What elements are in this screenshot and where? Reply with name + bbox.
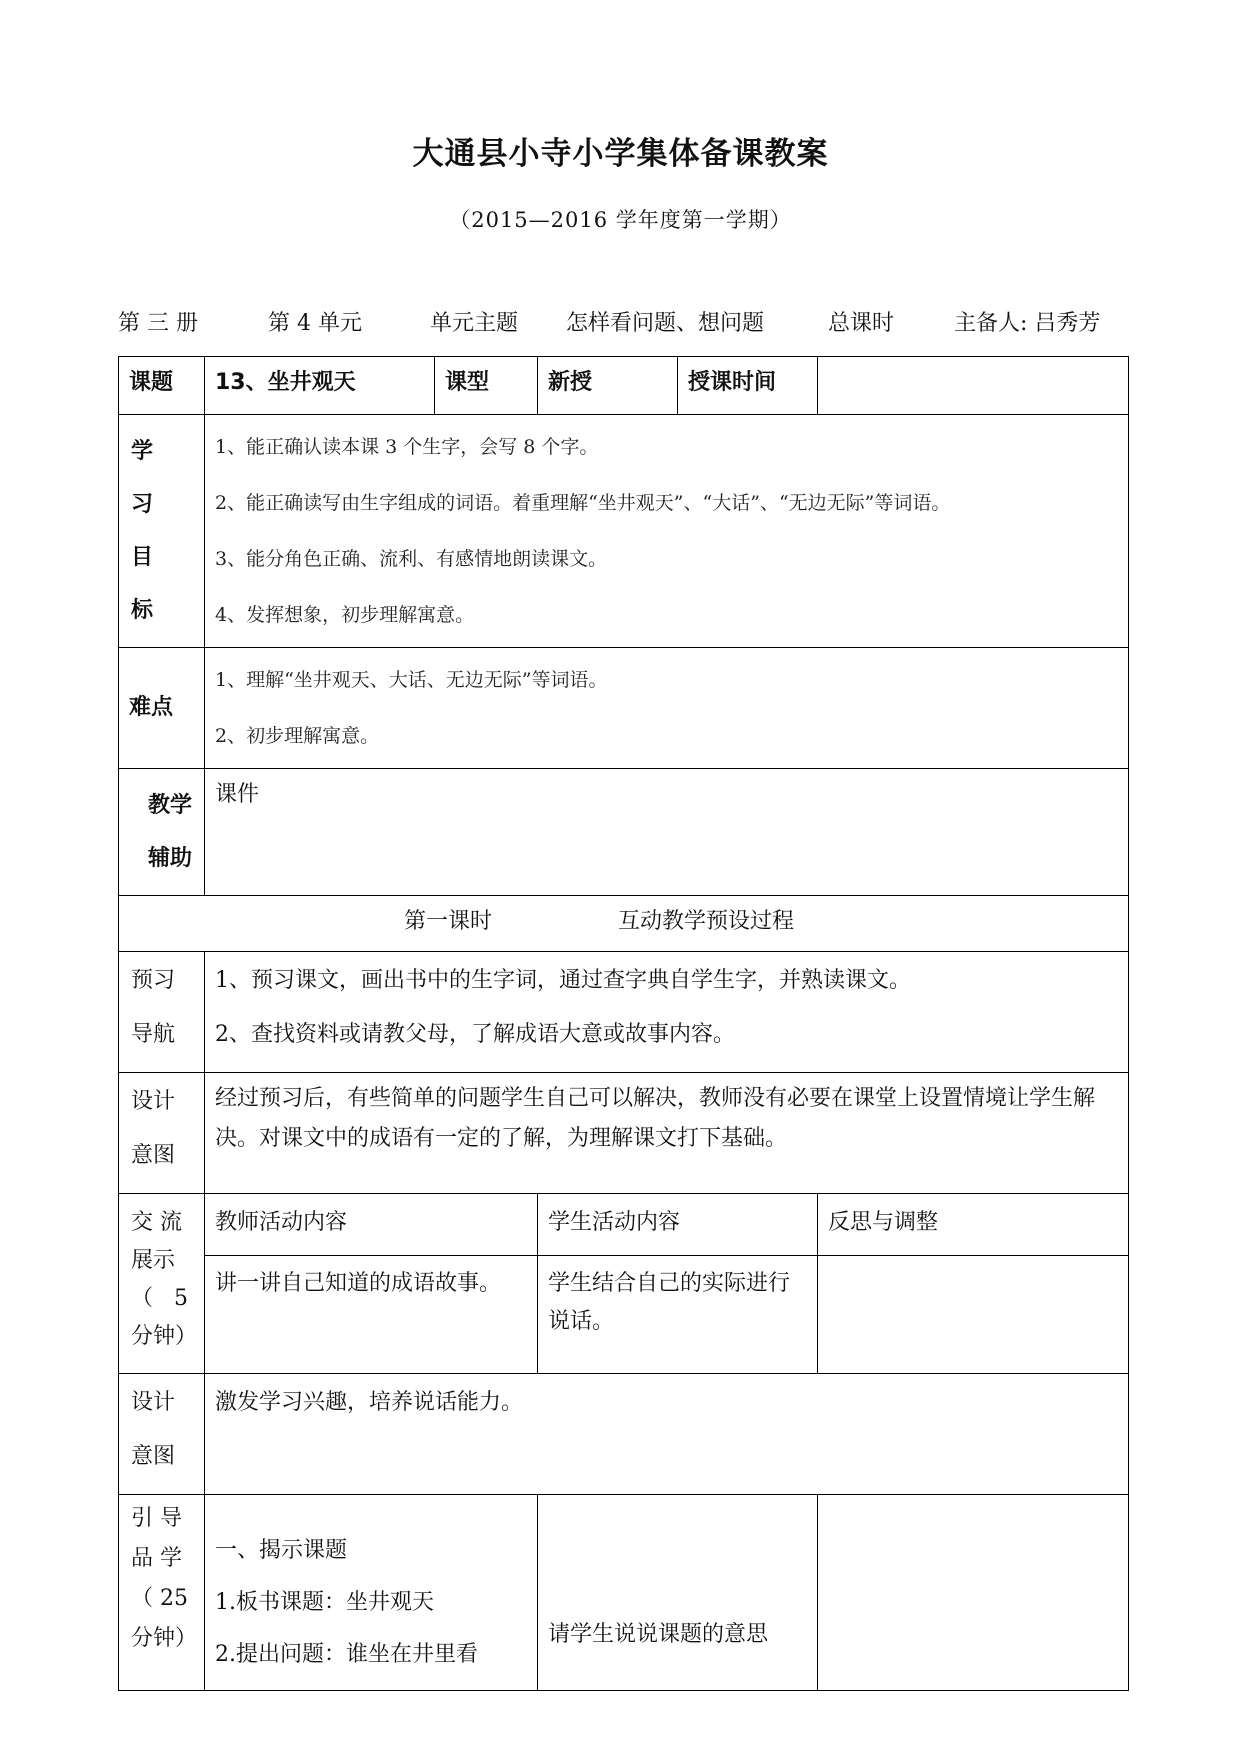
design-intent-label-1: 设计 意图 xyxy=(131,1089,176,1168)
aids-label: 教学 辅助 xyxy=(147,793,192,871)
design-intent-label-2: 设计 意图 xyxy=(131,1390,176,1469)
goal-item: 3、能分角色正确、流利、有感情地朗读课文。 xyxy=(215,548,608,570)
unit-theme-label: 单元主题 xyxy=(430,311,519,336)
book-volume: 第 三 册 xyxy=(118,311,198,336)
lesson-time-value xyxy=(818,357,1128,375)
total-hours-label: 总课时 xyxy=(828,311,895,336)
goal-item: 2、能正确读写由生字组成的词语。着重理解“坐井观天”、“大话”、“无边无际”等词语。 xyxy=(215,492,951,514)
reflection-content xyxy=(818,1256,1128,1274)
section-process: 互动教学预设过程 xyxy=(618,909,795,934)
aids-row xyxy=(119,769,1129,896)
student-activity: 学生结合自己的实际进行说话。 xyxy=(548,1271,791,1334)
reflection-header: 反思与调整 xyxy=(828,1210,939,1235)
lesson-type-value: 新授 xyxy=(548,370,593,395)
goal-item: 1、能正确认读本课 3 个生字，会写 8 个字。 xyxy=(215,436,599,458)
topic-label: 课题 xyxy=(129,370,174,395)
guide-label: 引 导 品 学 （ 25 分钟） xyxy=(131,1506,198,1651)
lesson-type-label: 课型 xyxy=(445,370,490,395)
preview-item: 2、查找资料或请教父母，了解成语大意或故事内容。 xyxy=(215,1022,735,1047)
difficulty-label: 难点 xyxy=(129,695,174,720)
lesson-time-label: 授课时间 xyxy=(688,370,777,395)
teacher-activity-header: 教师活动内容 xyxy=(215,1210,348,1235)
difficulty-item: 2、初步理解寓意。 xyxy=(215,725,380,747)
exchange-content-row xyxy=(119,1256,1129,1374)
lesson-plan-table xyxy=(118,356,1129,1691)
topic-row xyxy=(119,357,1129,415)
design-intent-row-1 xyxy=(119,1073,1129,1194)
goals-list xyxy=(205,415,1128,647)
preview-row xyxy=(119,952,1129,1073)
section-row xyxy=(119,896,1129,952)
guide-teacher-activity: 一、揭示课题 1.板书课题：坐井观天 2.提出问题：谁坐在井里看 xyxy=(215,1538,478,1667)
goal-item: 4、发挥想象，初步理解寓意。 xyxy=(215,604,475,626)
student-activity-header: 学生活动内容 xyxy=(548,1210,681,1235)
guide-reflection xyxy=(818,1495,1128,1513)
design-intent-value-1: 经过预习后，有些简单的问题学生自己可以解决，教师没有必要在课堂上设置情境让学生解决。对课文中的成语有一定的了解，为理解课文打下基础。 xyxy=(215,1086,1096,1151)
goals-row xyxy=(119,415,1129,648)
difficulty-item: 1、理解“坐井观天、大话、无边无际”等词语。 xyxy=(215,669,608,691)
teacher-activity: 讲一讲自己知道的成语故事。 xyxy=(215,1271,502,1296)
document-title: 大通县小寺小学集体备课教案 xyxy=(412,136,829,172)
guide-row xyxy=(119,1495,1129,1691)
aids-value: 课件 xyxy=(215,782,260,807)
section-heading xyxy=(119,896,1128,948)
difficulty-row xyxy=(119,648,1129,769)
unit-theme-value: 怎样看问题、想问题 xyxy=(566,311,765,336)
preview-item: 1、预习课文，画出书中的生字词，通过查字典自学生字，并熟读课文。 xyxy=(215,968,911,993)
goals-label: 学 习 目 标 xyxy=(131,439,154,623)
guide-student-activity: 请学生说说课题的意思 xyxy=(548,1622,769,1647)
design-intent-row-2 xyxy=(119,1374,1129,1495)
section-lesson: 第一课时 xyxy=(404,909,493,934)
topic-value: 13、坐井观天 xyxy=(215,370,356,395)
document-subtitle: （2015—2016 学年度第一学期） xyxy=(449,208,792,232)
preview-list xyxy=(205,952,1128,1071)
design-intent-value-2: 激发学习兴趣，培养说话能力。 xyxy=(215,1390,524,1415)
exchange-header-row xyxy=(119,1194,1129,1256)
exchange-label: 交 流 展示 （ 5 分钟） xyxy=(131,1210,198,1349)
difficulty-list xyxy=(205,648,1128,768)
unit-number: 第 4 单元 xyxy=(268,311,362,336)
lead-preparer: 主备人: 吕秀芳 xyxy=(954,311,1101,336)
preview-label: 预习 导航 xyxy=(131,968,176,1047)
